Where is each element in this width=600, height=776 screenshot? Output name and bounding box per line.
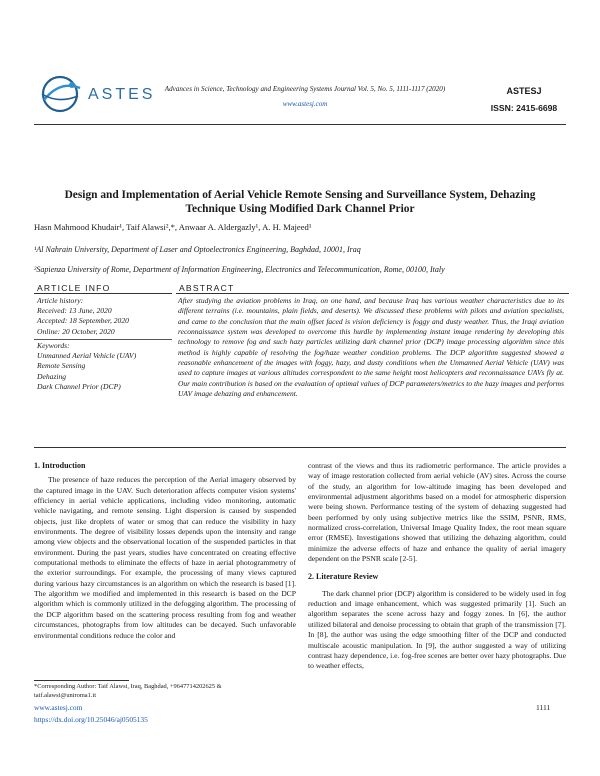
abstract-divider [34, 447, 566, 448]
affiliation-2: ²Sapienza University of Rome, Department of Information Engineering, Electronics and Telecommunication, Rome, 00100, Italy [34, 265, 445, 274]
keyword-item: Dark Channel Prior (DCP) [37, 381, 121, 391]
section-2-heading: 2. Literature Review [308, 572, 379, 582]
left-column [34, 461, 296, 641]
info-divider [34, 339, 172, 340]
journal-url-link[interactable]: www.astesj.com [282, 100, 328, 108]
keyword-item: Dehazing [37, 371, 67, 381]
section-1-heading: 1. Introduction [34, 461, 86, 470]
corresponding-line-1: *Corresponding Author: Taif Alawsi, Iraq, Baghdad, +9647714202625 & [34, 683, 222, 690]
online-date: Online: 20 October, 2020 [37, 326, 115, 336]
abstract-heading: ABSTRACT [176, 283, 569, 294]
abstract-text: After studying the aviation problems in Iraq, on one hand, and because Iraq has various weather characteristics due to its different terrains (i.e. mountains, plain fields, and deserts). We discussed these problems with pilots and aviation specialists, and came to the conclusion that the main offset faced is vision deficiency is foggy and dusty weather. Thus, the Iraqi aviation reconnaissance system was developed to overcome this hurdle by implementing instant image rendering by developing this technology to remove fog and such hazy particles utilizing dark channel prior (DCP) image processing algorithm since this method is highly capable of resolving the fog/haze weather condition problems. The DCP algorithm suggested showed a reasonable enhancement of the images with foggy, hazy, and dusty conditions when the Unmanned Aerial Vehicle (UAV) was used to capture images at various altitudes correspondent to the same height most helicopters and reconnaissance UAVs fly at. Our main contribution is based on the evaluation of optimal values of DCP parameters/metrics to the hazy images and performs UAV image dehazing and enhancement. [178, 296, 564, 399]
author-list: Hasn Mahmood Khudair¹, Taif Alawsi²,*, Anwaar A. Aldergazly¹, A. H. Majeed¹ [34, 222, 312, 232]
intro-paragraph: The presence of haze reduces the perception of the Aerial imagery observed by the captured image in the UAV. Such deterioration affects computer vision systems' efficiency in aerial vehicle applications, including video monitoring, automatic vehicle navigating, and remote sensing. Light dispersion is caused by suspended objects, just like droplets of water or smog that can reduce the visibility in hazy environments. The degree of visibility losses depends upon the intensity and range among view objects and the observational location of the suspended particles in that environment. During the past years, studies have concentrated on creating effective computational methods to eliminate the effects of haze in aerial photogrammetry of the exterior surroundings. For example, the processing of many views captured during various hazy circumstances is an algorithm on which the research is based [1]. The algorithm we modified and implemented in this research is based on the DCP algorithm which is commonly utilized in the defogging algorithm. The processing of the DCP algorithm based on the scattering process resulting from fog and weather circumstances, photographs from low altitudes can be decayed. Such unfavorable environmental conditions reduce the color and [34, 475, 296, 640]
page-number: 1111 [536, 703, 551, 712]
received-date: Received: 13 June, 2020 [37, 306, 112, 316]
keywords-block [37, 341, 171, 392]
accepted-date: Accepted: 18 September, 2020 [37, 316, 129, 326]
keyword-item: Remote Sensing [37, 361, 86, 371]
literature-paragraph: The dark channel prior (DCP) algorithm is considered to be widely used in fog reduction and image enhancement, which was suggested primarily [1]. Such an algorithm separates the scene across hazy and foggy zones. In [6], the author utilized bilateral and denoise processing to obtain that graph of the transmission [7]. In [8], the author was using the edge smoothing filter of the DCP and conducted multiscale acoustic manipulation. In [9], the author suggested a way of utilizing contrast hazy dependence, i.e. fog-free scenes are better over hazy photographs. Due to weather effects, [308, 588, 566, 671]
keyword-item: Unmanned Aerial Vehicle (UAV) [37, 351, 137, 361]
article-history [37, 296, 171, 337]
logo-wordmark: ASTES [88, 86, 156, 103]
history-label: Article history: [37, 296, 84, 305]
doi-link[interactable]: https://dx.doi.org/10.25046/aj0505135 [34, 715, 148, 724]
title-line-1: Design and Implementation of Aerial Vehicle Remote Sensing and Surveillance System, Dehazing [64, 189, 536, 201]
title-line-2: Technique Using Modified Dark Channel Prior [185, 203, 415, 216]
intro-continued-paragraph: contrast of the views and thus its radiometric performance. The article provides a way of image restoration collected from aerial vehicle (AV) sites. Across the course of the study, an algorithm for low-altitude imaging has been developed and environmental adjustment algorithms based on a model for atmospheric dispersion were being shown. Performance testing of the system of dehazing suggested had been performed by only using subjective metrics like the SSIM, PSNR, RMS, normalized cross-correlation, Universal Image Quality Index, the root mean square error (RMSE). Investigations showed that utilizing the dehazing algorithm, could minimize the adverse effects of haze and enhance the quality of aerial imagery dependent on the PSNR scale [2-5]. [308, 461, 566, 564]
article-info-heading: ARTICLE INFO [34, 283, 172, 294]
journal-brand: ASTESJ [506, 86, 542, 96]
journal-citation: Advances in Science, Technology and Engineering Systems Journal Vol. 5, No. 5, 1111-1117 (2020) [164, 85, 446, 93]
astes-logo-icon [34, 74, 86, 114]
right-column [308, 461, 566, 672]
corresponding-email[interactable]: taif.alawsi@uniroma1.it [34, 691, 96, 699]
header-divider [34, 124, 566, 125]
footer-url-link[interactable]: www.astesj.com [34, 703, 83, 712]
footnote-divider [34, 680, 129, 681]
journal-issn: ISSN: 2415-6698 [490, 103, 558, 113]
corresponding-author-note [34, 683, 296, 700]
affiliation-1: ¹Al Nahrain University, Department of Laser and Optoelectronics Engineering, Baghdad, 10001, Iraq [34, 245, 361, 254]
paper-title [34, 188, 566, 216]
keywords-label: Keywords: [37, 341, 70, 350]
